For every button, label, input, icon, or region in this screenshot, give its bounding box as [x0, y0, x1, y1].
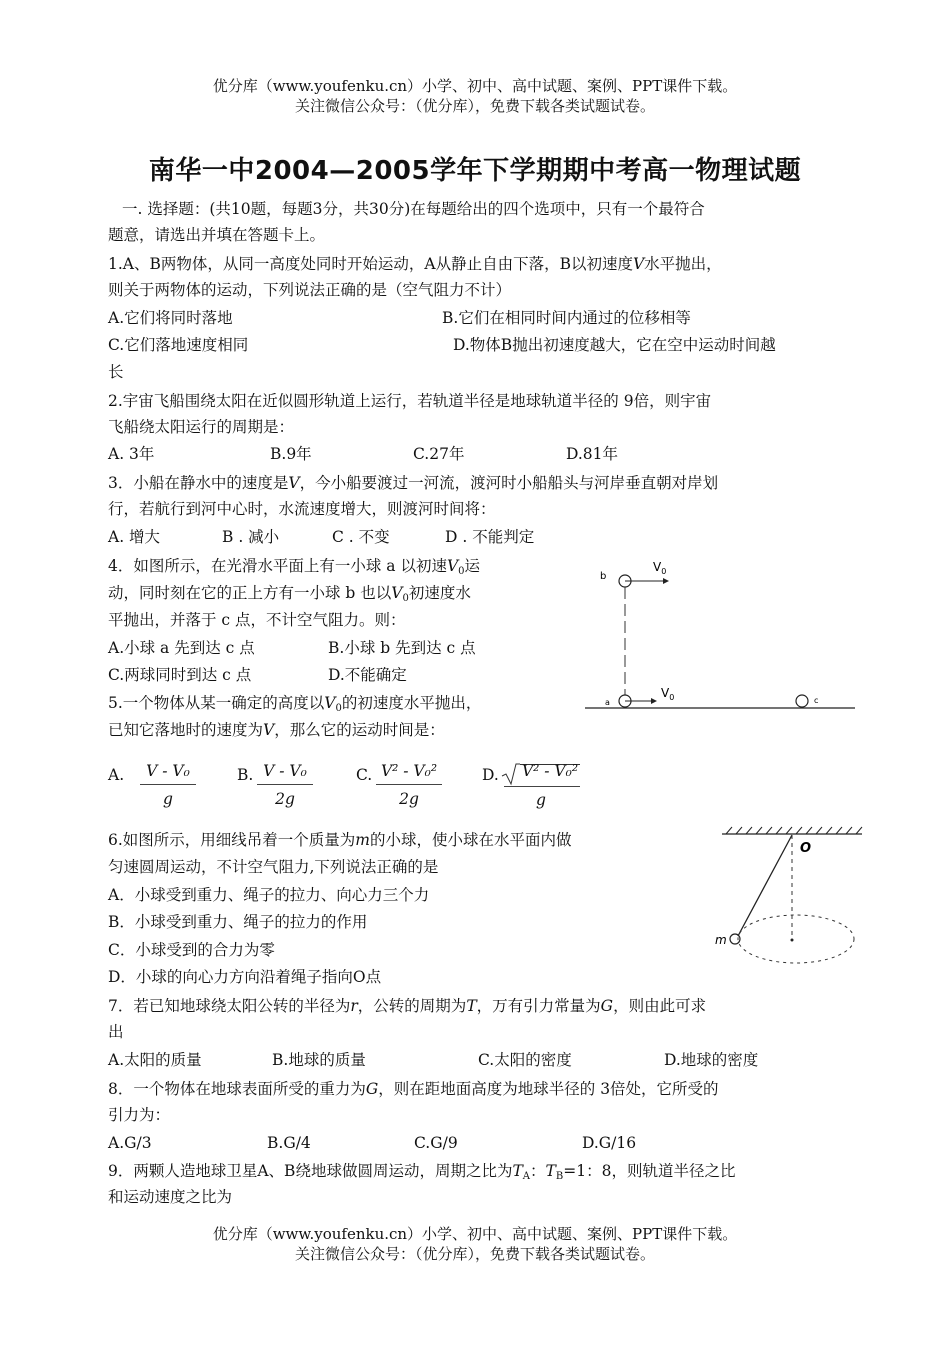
q5-option-d-label: D. [482, 766, 499, 784]
q5-option-c-label: C. [356, 766, 373, 784]
q1-option-d-cont: 长 [108, 363, 124, 381]
q2-option-b: B.9年 [270, 445, 312, 463]
q3-option-c: C . 不变 [332, 528, 390, 546]
q6-string [738, 835, 792, 936]
q6-line-2: 匀速圆周运动，不计空气阻力,下列说法正确的是 [108, 858, 439, 876]
q1-option-b: B.它们在相同时间内通过的位移相等 [442, 309, 691, 327]
q4-fig-label-v-top: $V_0$ [653, 560, 667, 576]
q9-line-1: 9．两颗人造地球卫星A、B绕地球做圆周运动，周期之比为$T_A$：$T_B=1$：8，则轨道半径之比 [108, 1162, 736, 1182]
q7-option-d: D.地球的密度 [664, 1051, 759, 1069]
q7-option-c: C.太阳的密度 [478, 1051, 572, 1069]
q4-fig-label-c: c [814, 696, 819, 705]
section-instructions-2: 题意，请选出并填在答题卡上。 [108, 226, 326, 244]
q1-option-c: C.它们落地速度相同 [108, 336, 249, 354]
q1-line-2: 则关于两物体的运动，下列说法正确的是（空气阻力不计） [108, 281, 512, 299]
q6-circular-path [738, 915, 854, 963]
q3-line-1: 3．小船在静水中的速度是V，今小船要渡过一河流，渡河时小船船头与河岸垂直朝对岸划 [108, 474, 719, 492]
q3-line-2: 行，若航行到河中心时，水流速度增大，则渡河时间将： [108, 500, 496, 518]
q5-line-1: 5.一个物体从某一确定的高度以$V_0$的初速度水平抛出， [108, 694, 482, 714]
q8-option-a: A.G/3 [108, 1134, 152, 1152]
q2-option-d: D.81年 [566, 445, 619, 463]
q9-line-2: 和运动速度之比为 [108, 1188, 233, 1206]
q4-line-2: 动，同时刻在它的正上方有一小球 b 也以$V_0$初速度水 [108, 584, 471, 604]
q7-option-a: A.太阳的质量 [108, 1051, 202, 1069]
q4-line-1: 4．如图所示，在光滑水平面上有一小球 a 以初速$V_0$运 [108, 557, 481, 577]
q6-option-b: B．小球受到重力、绳子的拉力的作用 [108, 913, 368, 931]
footer-line-2: 关注微信公众号：（优分库），免费下载各类试题试卷。 [294, 1245, 655, 1263]
q4-point-c [796, 695, 808, 707]
section-instructions-1: 一. 选择题：(共10题，每题3分，共30分)在每题给出的四个选项中，只有一个最符合 [122, 200, 705, 218]
q6-option-a: A．小球受到重力、绳子的拉力、向心力三个力 [108, 886, 430, 904]
q3-option-d: D . 不能判定 [445, 528, 535, 546]
q8-line-2: 引力为： [108, 1106, 171, 1124]
q6-option-d: D．小球的向心力方向沿着绳子指向O点 [108, 968, 382, 986]
q3-option-b: B . 减小 [222, 528, 280, 546]
q2-line-2: 飞船绕太阳运行的周期是： [108, 418, 295, 436]
q2-option-c: C.27年 [413, 445, 465, 463]
q6-line-1: 6.如图所示，用细线吊着一个质量为m的小球，使小球在水平面内做 [108, 831, 572, 849]
q1-option-a: A.它们将同时落地 [108, 309, 233, 327]
header-line-1: 优分库（www.youfenku.cn）小学、初中、高中试题、案例、PPT课件下载。 [212, 77, 738, 95]
q4-fig-label-a: a [605, 698, 610, 707]
q4-line-3: 平抛出，并落于 c 点，不计空气阻力。则： [108, 611, 406, 629]
q7-line-1: 7．若已知地球绕太阳公转的半径为r，公转的周期为T，万有引力常量为G，则由此可求 [108, 997, 707, 1015]
q8-option-b: B.G/4 [267, 1134, 311, 1152]
q6-conical-pendulum-figure [712, 822, 872, 972]
q6-fig-label-m: m [715, 933, 727, 947]
q4-option-b: B.小球 b 先到达 c 点 [328, 639, 476, 657]
q8-line-1: 8．一个物体在地球表面所受的重力为G，则在距地面高度为地球半径的 3倍处，它所受的 [108, 1080, 719, 1098]
q1-line-1: 1.A、B两物体，从同一高度处同时开始运动，A从静止自由下落，B以初速度V水平抛出， [108, 255, 722, 273]
q7-option-b: B.地球的质量 [272, 1051, 366, 1069]
q4-option-c: C.两球同时到达 c 点 [108, 666, 252, 684]
page-title: 南华一中2004—2005学年下学期期中考高一物理试题 [148, 156, 802, 186]
footer-line-1: 优分库（www.youfenku.cn）小学、初中、高中试题、案例、PPT课件下载。 [212, 1225, 738, 1243]
header-line-2: 关注微信公众号：（优分库），免费下载各类试题试卷。 [294, 97, 655, 115]
q4-fig-label-v-bottom: $V_0$ [661, 686, 675, 702]
q4-option-d: D.不能确定 [328, 666, 407, 684]
q5-line-2: 已知它落地时的速度为V，那么它的运动时间是： [108, 721, 445, 739]
q1-option-d: D.物体B抛出初速度越大，它在空中运动时间越 [453, 336, 776, 354]
q4-option-a: A.小球 a 先到达 c 点 [108, 639, 255, 657]
q5-option-b-label: B. [237, 766, 254, 784]
q7-line-2: 出 [108, 1023, 124, 1041]
q4-fig-label-b: b [600, 571, 607, 582]
q5-sqrt-sign [500, 762, 520, 786]
q5-option-a-label: A. [108, 766, 125, 784]
q2-option-a: A. 3年 [108, 445, 155, 463]
q2-line-1: 2.宇宙飞船围绕太阳在近似圆形轨道上运行，若轨道半径是地球轨道半径的 9倍，则宇宙 [108, 392, 712, 410]
q8-option-c: C.G/9 [414, 1134, 458, 1152]
q4-projectile-figure [585, 555, 860, 720]
q8-option-d: D.G/16 [582, 1134, 637, 1152]
q6-option-c: C．小球受到的合力为零 [108, 941, 275, 959]
q6-fig-label-o: O [800, 841, 812, 856]
q3-option-a: A. 增大 [108, 528, 161, 546]
